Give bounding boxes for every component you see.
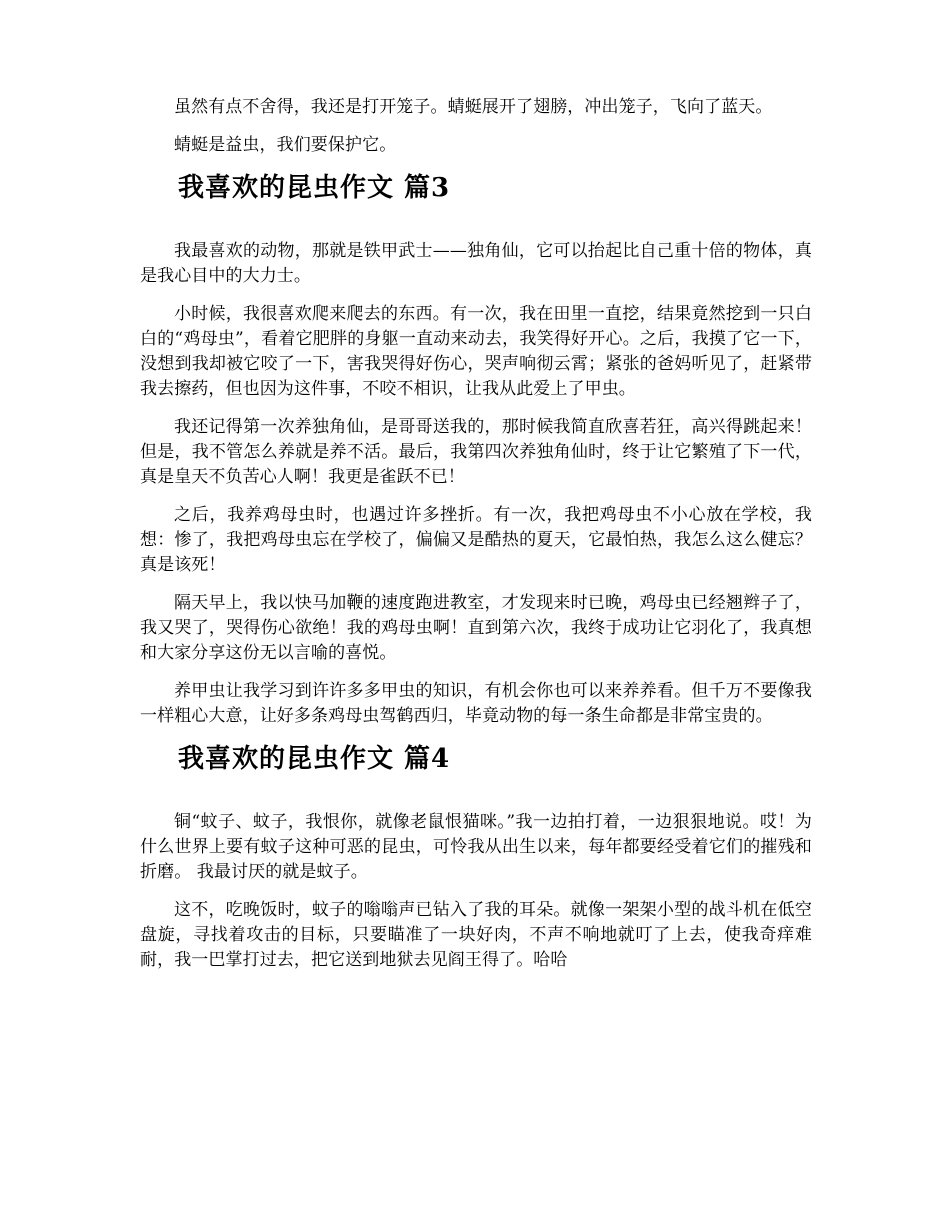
paragraph: 虽然有点不舍得，我还是打开笼子。蜻蜓展开了翅膀，冲出笼子，飞向了蓝天。 [174, 97, 773, 117]
paragraph: 养甲虫让我学习到许许多多甲虫的知识，有机会你也可以来养养看。但千万不要像我一样粗心大意，让好多条鸡母虫驾鹤西归，毕竟动物的每一条生命都是非常宝贵的。 [140, 681, 812, 726]
paragraph: 铜“蚊子、蚊子，我恨你，就像老鼠恨猫咪。”我一边拍打着，一边狠狠地说。哎！为什么世界上要有蚊子这种可恶的昆虫，可怜我从出生以来，每年都要经受着它们的摧残和折磨。 我最讨厌的就是蚊子。 [140, 812, 812, 882]
paragraph: 这不，吃晚饭时，蚊子的嗡嗡声已钻入了我的耳朵。就像一架架小型的战斗机在低空盘旋，寻找着攻击的目标，只要瞄准了一块好肉，不声不响地就叮了上去，使我奇痒难耐，我一巴掌打过去，把它送到地狱去见阎王得了。哈哈 [140, 900, 812, 970]
paragraph: 隔天早上，我以快马加鞭的速度跑进教室，才发现来时已晚，鸡母虫已经翘辫子了，我又哭了，哭得伤心欲绝！我的鸡母虫啊！直到第六次，我终于成功让它羽化了，我真想和大家分享这份无以言喻的喜悦。 [140, 593, 812, 663]
section-heading: 我喜欢的昆虫作文 篇3 [178, 173, 451, 203]
paragraph: 蜻蜓是益虫，我们要保护它。 [174, 135, 397, 155]
document-body [140, 95, 812, 986]
section-heading: 我喜欢的昆虫作文 篇4 [178, 744, 451, 774]
paragraph: 我最喜欢的动物，那就是铁甲武士——独角仙，它可以抬起比自己重十倍的物体，真是我心目中的大力士。 [140, 241, 812, 286]
paragraph: 小时候，我很喜欢爬来爬去的东西。有一次，我在田里一直挖，结果竟然挖到一只白白的“鸡母虫”，看着它肥胖的身躯一直动来动去，我笑得好开心。之后，我摸了它一下，没想到我却被它咬了一下，害我哭得好伤心，哭声响彻云霄；紧张的爸妈听见了，赶紧带我去擦药，但也因为这件事，不咬不相识，让我从此爱上了甲虫。 [140, 304, 812, 399]
paragraph: 之后，我养鸡母虫时，也遇过许多挫折。有一次，我把鸡母虫不小心放在学校，我想：惨了，我把鸡母虫忘在学校了，偏偏又是酷热的夏天，它最怕热，我怎么这么健忘？真是该死！ [140, 505, 812, 575]
paragraph: 我还记得第一次养独角仙，是哥哥送我的，那时候我简直欣喜若狂，高兴得跳起来！但是，我不管怎么养就是养不活。最后，我第四次养独角仙时，终于让它繁殖了下一代，真是皇天不负苦心人啊！我更是雀跃不已！ [140, 417, 812, 487]
